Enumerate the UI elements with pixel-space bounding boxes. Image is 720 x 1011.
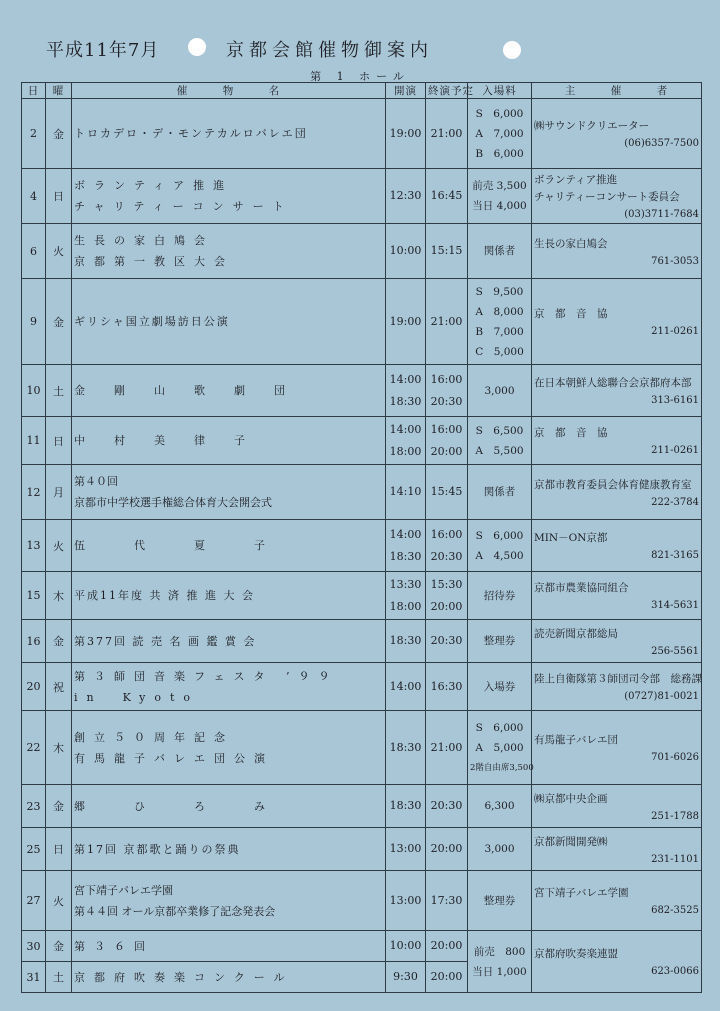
open-time-cell [386,931,426,962]
price-cell-line: S 6,000 [475,529,524,542]
open-time-cell-line: 14:00 [389,372,422,386]
column-header: 開演 [386,83,426,99]
price-cell-line: 入場券 [483,680,516,693]
organizer-name: 読売新聞京都総局 [534,627,618,640]
price-cell-line: B 7,000 [475,325,524,338]
price-cell-line: A 7,000 [475,127,524,140]
price-cell [468,169,532,224]
close-time-cell-line: 17:30 [430,893,463,907]
close-time-cell-line: 21:00 [430,740,463,754]
event-cell-line: 第４０回 [74,475,118,488]
organizer-cell [532,871,702,931]
event-cell-line: 中 村 美 律 子 [74,434,254,447]
open-time-cell [386,828,426,871]
organizer-phone: 222-3784 [651,496,699,508]
organizer-cell [532,99,702,169]
event-cell [72,465,386,520]
table-row [22,871,702,931]
event-cell [72,962,386,993]
event-cell-line: 伍 代 夏 子 [74,539,274,552]
title-date: 平成11年7月 [46,40,160,61]
open-time-cell [386,520,426,572]
price-cell-line: 関係者 [483,245,516,257]
open-time-cell-line: 18:30 [389,394,422,408]
open-time-cell [386,962,426,993]
open-time-cell-line: 18:30 [389,740,422,754]
weekday-cell: 日 [46,169,72,224]
table-row [22,465,702,520]
close-time-cell [426,828,468,871]
open-time-cell-line: 13:00 [389,893,422,907]
weekday-cell: 火 [46,871,72,931]
organizer-phone: 314-5631 [651,600,699,611]
close-time-cell-line: 20:00 [430,842,463,855]
event-cell-line: 郷 ひ ろ み [74,799,274,813]
open-time-cell-line: 9:30 [393,970,418,983]
price-cell [468,663,532,711]
price-cell-line: 3,000 [484,384,515,397]
price-cell-line: A 5,000 [475,741,524,754]
column-header: 主 催 者 [532,83,702,99]
open-time-cell [386,465,426,520]
open-time-cell-line: 14:00 [389,679,422,693]
event-cell-line: 生長の家白鳩会 [74,234,214,247]
weekday-cell: 月 [46,465,72,520]
weekday-cell: 日 [46,417,72,465]
organizer-phone: 623-0066 [651,966,699,977]
close-time-cell [426,572,468,620]
table-row [22,99,702,169]
event-cell [72,663,386,711]
table-row [22,365,702,417]
open-time-cell [386,169,426,224]
event-cell [72,224,386,279]
day-cell: 22 [22,711,46,785]
event-cell-line: 第４４回 オール京都卒業修了記念発表会 [74,904,276,918]
event-cell-line: 京都府吹奏楽コンクール [74,970,294,984]
open-time-cell-line: 18:30 [389,549,422,563]
event-cell-line: ボランティア推進 [74,179,234,192]
event-cell-line: 有馬龍子バレエ団公演 [74,751,274,765]
organizer-cell [532,931,702,993]
close-time-cell-line: 20:00 [430,599,463,613]
event-cell-line: 第377回 読 売 名 画 鑑 賞 会 [74,634,257,648]
page-title [38,36,558,60]
organizer-name: 京都新聞開発㈱ [534,835,608,848]
price-cell-line: C 5,000 [475,345,524,358]
day-cell: 6 [22,224,46,279]
close-time-cell-line: 16:30 [430,679,463,693]
price-cell [468,465,532,520]
event-cell [72,169,386,224]
weekday-cell: 木 [46,572,72,620]
organizer-name: 在日本朝鮮人総聯合会京都府本部 [534,377,692,389]
open-time-cell-line: 18:00 [389,444,422,458]
price-cell [468,279,532,365]
day-cell: 30 [22,931,46,962]
close-time-cell-line: 20:30 [430,799,463,812]
close-time-cell [426,465,468,520]
column-header: 催 物 名 [72,83,386,99]
organizer-phone: 682-3525 [651,905,699,916]
close-time-cell [426,711,468,785]
day-cell: 10 [22,365,46,417]
close-time-cell-line: 20:30 [430,634,463,647]
price-cell-line: 関係者 [483,486,516,498]
organizer-cell [532,417,702,465]
close-time-cell [426,279,468,365]
close-time-cell-line: 16:00 [430,422,463,436]
open-time-cell-line: 13:30 [389,577,422,591]
day-cell: 2 [22,99,46,169]
event-cell [72,931,386,962]
table-header-row [22,83,702,99]
open-time-cell [386,785,426,828]
open-time-cell [386,99,426,169]
event-cell [72,417,386,465]
weekday-cell: 祝 [46,663,72,711]
open-time-cell-line: 10:00 [389,244,422,257]
organizer-cell [532,520,702,572]
event-cell-line: 創立５０周年記念 [74,730,234,744]
organizer-cell [532,465,702,520]
open-time-cell-line: 14:10 [389,485,422,498]
organizer-name: 京 都 音 協 [534,308,608,320]
title-text: 京都会館催物御案内 [226,40,433,61]
organizer-cell [532,620,702,663]
day-cell: 31 [22,962,46,993]
hall-subtitle: 第 1 ホール [310,70,410,83]
close-time-cell-line: 20:00 [430,970,463,983]
event-cell-line: チャリティーコンサート [74,200,293,213]
price-cell-line: 整理券 [483,894,516,907]
close-time-cell [426,169,468,224]
organizer-cell [532,711,702,785]
close-time-cell [426,931,468,962]
price-cell [468,785,532,828]
close-time-cell-line: 20:00 [430,939,463,952]
open-time-cell [386,365,426,417]
event-cell [72,520,386,572]
close-time-cell [426,224,468,279]
weekday-cell: 土 [46,365,72,417]
table-row [22,224,702,279]
price-cell-line: 招待券 [483,589,516,602]
open-time-cell [386,871,426,931]
organizer-phone: (0727)81-0021 [624,691,699,702]
day-cell: 15 [22,572,46,620]
day-cell: 23 [22,785,46,828]
table-row [22,572,702,620]
open-time-cell-line: 10:00 [389,939,422,952]
close-time-cell-line: 16:00 [430,527,463,541]
weekday-cell: 木 [46,711,72,785]
organizer-name: 京 都 音 協 [534,427,608,439]
event-cell-line: ギリシャ国立劇場訪日公演 [74,315,230,328]
organizer-name: 京都市農業協同組合 [534,582,629,594]
event-cell [72,365,386,417]
organizer-name: ボランティア推進 [534,174,618,186]
organizer-phone: 821-3165 [651,550,699,561]
open-time-cell-line: 14:00 [389,527,422,541]
table-row [22,520,702,572]
open-time-cell [386,417,426,465]
event-cell [72,99,386,169]
organizer-phone: 211-0261 [651,445,699,456]
day-cell: 9 [22,279,46,365]
price-cell-line: A 8,000 [475,305,524,318]
organizer-phone: 251-1788 [651,810,699,822]
price-cell-line: A 4,500 [475,549,524,562]
close-time-cell-line: 15:45 [430,485,463,498]
price-cell [468,871,532,931]
column-header: 曜 [46,83,72,99]
organizer-name: チャリティーコンサート委員会 [534,191,680,203]
price-cell [468,365,532,417]
organizer-phone: (03)3711-7684 [624,209,699,220]
organizer-cell [532,663,702,711]
organizer-phone: (06)6357-7500 [624,138,699,149]
event-cell-line: 第３師団音楽フェスタ ’９９ [74,669,339,683]
close-time-cell [426,365,468,417]
event-cell-line: 平成11年度 共 済 推 進 大 会 [74,589,255,602]
organizer-phone: 701-6026 [651,752,699,763]
price-cell [468,224,532,279]
close-time-cell [426,962,468,993]
open-time-cell-line: 18:30 [389,634,422,647]
close-time-cell-line: 20:30 [430,394,463,408]
event-cell-line: 京都第一教区大会 [74,255,234,268]
organizer-name: 京都府吹奏楽連盟 [534,948,618,960]
open-time-cell [386,279,426,365]
open-time-cell-line: 13:00 [389,842,422,855]
price-cell-line: 前売 3,500 [472,180,527,192]
close-time-cell [426,871,468,931]
organizer-cell [532,224,702,279]
close-time-cell-line: 21:00 [430,126,463,140]
event-cell [72,279,386,365]
day-cell: 4 [22,169,46,224]
organizer-cell [532,279,702,365]
weekday-cell: 金 [46,931,72,962]
organizer-name: 有馬龍子バレエ団 [534,734,618,746]
event-cell-line: トロカデロ・デ・モンテカルロバレエ団 [74,127,308,140]
open-time-cell [386,711,426,785]
table-row [22,169,702,224]
table-row [22,785,702,828]
table-row [22,620,702,663]
column-header: 日 [22,83,46,99]
table-row [22,279,702,365]
organizer-cell [532,785,702,828]
close-time-cell [426,663,468,711]
organizer-name: ㈱サウンドクリエーター [534,120,650,132]
price-cell-line: S 6,000 [475,721,524,734]
event-cell [72,572,386,620]
price-cell [468,828,532,871]
day-cell: 13 [22,520,46,572]
event-cell [72,828,386,871]
close-time-cell-line: 20:00 [430,444,463,458]
open-time-cell [386,620,426,663]
price-cell-line: 前売 800 [473,945,526,958]
punch-hole [188,38,206,56]
event-cell-line: 金 剛 山 歌 劇 団 [74,384,294,397]
day-cell: 27 [22,871,46,931]
organizer-cell [532,169,702,224]
price-cell-line: S 6,500 [475,424,524,437]
day-cell: 25 [22,828,46,871]
organizer-cell [532,828,702,871]
open-time-cell-line: 18:30 [389,799,422,812]
day-cell: 20 [22,663,46,711]
table-row [22,417,702,465]
price-cell-line: 6,300 [484,800,515,812]
punch-hole [503,41,521,59]
price-cell-line: 整理券 [483,635,516,647]
price-cell [468,99,532,169]
column-header: 入場料 [468,83,532,99]
price-cell [468,520,532,572]
close-time-cell-line: 15:30 [430,577,463,591]
organizer-cell [532,572,702,620]
close-time-cell [426,620,468,663]
close-time-cell-line: 20:30 [430,549,463,563]
price-cell-line: 2階自由席3,500 [470,762,534,773]
close-time-cell [426,99,468,169]
price-cell [468,931,532,993]
event-cell [72,785,386,828]
price-cell-line: S 6,000 [475,107,524,120]
weekday-cell: 火 [46,520,72,572]
price-cell-line: B 6,000 [475,147,524,160]
open-time-cell-line: 18:00 [389,599,422,613]
event-cell [72,711,386,785]
organizer-name: 陸上自衛隊第３師団司令部 総務課 [534,673,702,685]
price-cell [468,620,532,663]
day-cell: 11 [22,417,46,465]
organizer-phone: 256-5561 [651,645,699,657]
event-cell-line: 第17回 京都歌と踊りの祭典 [74,842,241,856]
close-time-cell-line: 16:45 [430,189,463,202]
weekday-cell: 金 [46,785,72,828]
organizer-name: ㈱京都中央企画 [534,792,608,805]
price-cell [468,711,532,785]
event-cell [72,871,386,931]
weekday-cell: 土 [46,962,72,993]
price-cell-line: 当日 4,000 [472,200,527,212]
table-row [22,828,702,871]
event-cell-line: 京都市中学校選手権総合体育大会開会式 [74,496,272,509]
organizer-name: 京都市教育委員会体育健康教育室 [534,478,692,491]
open-time-cell-line: 19:00 [389,314,422,328]
organizer-phone: 231-1101 [651,853,699,865]
weekday-cell: 日 [46,828,72,871]
open-time-cell [386,572,426,620]
price-cell-line: 3,000 [484,843,515,855]
organizer-name: MIN－ON京都 [534,532,608,544]
price-cell [468,572,532,620]
open-time-cell [386,224,426,279]
weekday-cell: 金 [46,99,72,169]
close-time-cell [426,520,468,572]
close-time-cell-line: 21:00 [430,314,463,328]
event-cell-line: in Kyoto [74,690,199,704]
table-row [22,663,702,711]
organizer-phone: 761-3053 [651,255,699,267]
day-cell: 16 [22,620,46,663]
organizer-name: 生長の家白鳩会 [534,237,608,250]
open-time-cell-line: 12:30 [389,189,422,202]
close-time-cell [426,785,468,828]
organizer-phone: 211-0261 [651,326,699,337]
open-time-cell [386,663,426,711]
close-time-cell-line: 16:00 [430,372,463,386]
event-cell-line: 宮下靖子バレエ学園 [74,883,173,897]
organizer-cell [532,365,702,417]
event-cell [72,620,386,663]
close-time-cell-line: 15:15 [430,244,463,257]
open-time-cell-line: 14:00 [389,422,422,436]
price-cell-line: A 5,500 [475,444,524,457]
schedule-table [21,82,702,993]
table-row [22,931,702,962]
close-time-cell [426,417,468,465]
weekday-cell: 火 [46,224,72,279]
event-cell-line: 第３６回 [74,939,154,953]
weekday-cell: 金 [46,620,72,663]
organizer-phone: 313-6161 [651,395,699,406]
table-row [22,711,702,785]
price-cell-line: 当日 1,000 [472,965,527,978]
organizer-name: 宮下靖子バレエ学園 [534,887,629,899]
column-header: 終演予定 [426,83,468,99]
day-cell: 12 [22,465,46,520]
weekday-cell: 金 [46,279,72,365]
price-cell [468,417,532,465]
price-cell-line: S 9,500 [475,285,524,298]
open-time-cell-line: 19:00 [389,126,422,140]
